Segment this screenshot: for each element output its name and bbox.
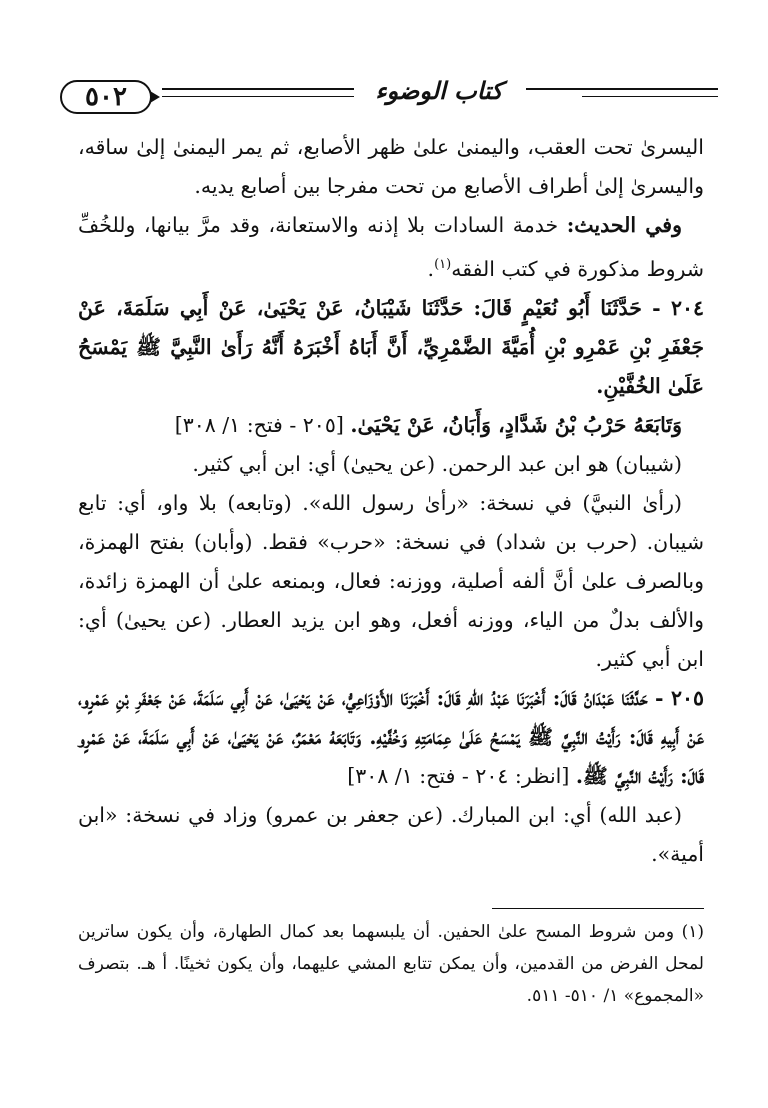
footnote-marker: (١) (434, 257, 452, 272)
main-text (78, 128, 704, 874)
paragraph-2 (78, 206, 704, 289)
commentary-2: (رأىٰ النبيَّ) في نسخة: «رأىٰ رسول الله». (وتابعه) بلا واو، أي: تابع شيبان. (حرب بن شداد) في نسخة: «حرب» فقط. (وأبان) بفتح الهمزة، وبالصرف علىٰ أنَّ ألفه أصلية، ووزنه: فعال، وبمنعه علىٰ أن الهمزة زائدة، والألف بدلٌ من الياء، ووزنه أفعل، وهو ابن يزيد العطار. (عن يحيىٰ) أي: ابن أبي كثير. (78, 490, 704, 671)
paragraph-2-text: خدمة السادات بلا إذنه والاستعانة، وقد مرَّ بيانها، وللخُفِّ شروط مذكورة في كتب الفقه (78, 213, 704, 281)
hadith-205-text: ٢٠٥ - حَدَّثَنَا عَبْدَانُ قَالَ: أَخْبَرَنَا عَبْدُ اللهِ قَالَ: أَخْبَرَنَا الأَوْزَاعِيُّ، عَنْ يَحْيَىٰ، عَنْ أَبِي سَلَمَةَ، عَنْ جَعْفَرِ بْنِ عَمْرٍو، عَنْ أَبِيهِ قَالَ: رَأَيْتُ النَّبِيَّ ﷺ يَمْسَحُ عَلَىٰ عِمَامَتِهِ وَخُفَّيْهِ. وَتَابَعَهُ مَعْمَرٌ، عَنْ يَحْيَىٰ، عَنْ أَبِي سَلَمَةَ، عَنْ عَمْرٍو قَالَ: رَأَيْتُ النَّبِيَّ ﷺ. (78, 685, 704, 788)
section-lead: وفي الحديث: (566, 213, 683, 237)
commentary-1: (شيبان) هو ابن عبد الرحمن. (عن يحيىٰ) أي: ابن أبي كثير. (192, 451, 682, 476)
chapter-title: كتاب الوضوء (354, 76, 524, 105)
hadith-204-follow-text: وَتَابَعَهُ حَرْبُ بْنُ شَدَّادٍ، وَأَبَانُ، عَنْ يَحْيَىٰ. (350, 412, 682, 437)
header-rule-right-top (526, 88, 718, 90)
header-rule-right-bottom (582, 96, 718, 97)
header-rule-left-bottom (162, 96, 366, 97)
paragraph-1: اليسرىٰ تحت العقب، واليمنىٰ علىٰ ظهر الأصابع، ثم يمر اليمنىٰ إلىٰ ساقه، واليسرىٰ إلىٰ أطراف الأصابع من تحت مفرجا بين أصابع يديه. (78, 135, 704, 198)
hadith-204-follow-up (78, 406, 704, 445)
running-header (62, 72, 718, 120)
hadith-205 (78, 679, 704, 796)
hadith-204-reference: [٢٠٥ - فتح: ١/ ٣٠٨] (174, 412, 351, 437)
footnote: (١) ومن شروط المسح علىٰ الحفين. أن يلبسهما بعد كمال الطهارة، وأن يكون ساترين لمحل الفرض من القدمين، وأن يمكن تتابع المشي عليهما، وأن يكون ثخينًا. أ هـ. بتصرف «المجموع» ١/ ٥١٠- ٥١١. (78, 922, 704, 1006)
footnote-separator (492, 908, 704, 909)
commentary-3: (عبد الله) أي: ابن المبارك. (عن جعفر بن عمرو) وزاد في نسخة: «ابن أمية». (78, 802, 704, 866)
header-rule-left-top (162, 88, 366, 90)
paragraph-2-end: . (427, 256, 435, 281)
page-number: ٥٠٢ (85, 82, 127, 112)
hadith-204: ٢٠٤ - حَدَّثَنَا أَبُو نُعَيْمٍ قَالَ: حَدَّثَنَا شَيْبَانُ، عَنْ يَحْيَىٰ، عَنْ أَبِي سَلَمَةَ، عَنْ جَعْفَرِ بْنِ عَمْرِو بْنِ أُمَيَّةَ الضَّمْرِيِّ، أَنَّ أَبَاهُ أَخْبَرَهُ أَنَّهُ رَأَىٰ النَّبِيَّ ﷺ يَمْسَحُ عَلَىٰ الخُفَّيْنِ. (78, 295, 704, 398)
page-number-badge (60, 80, 152, 114)
hadith-205-reference: [انظر: ٢٠٤ - فتح: ١/ ٣٠٨] (347, 763, 576, 788)
